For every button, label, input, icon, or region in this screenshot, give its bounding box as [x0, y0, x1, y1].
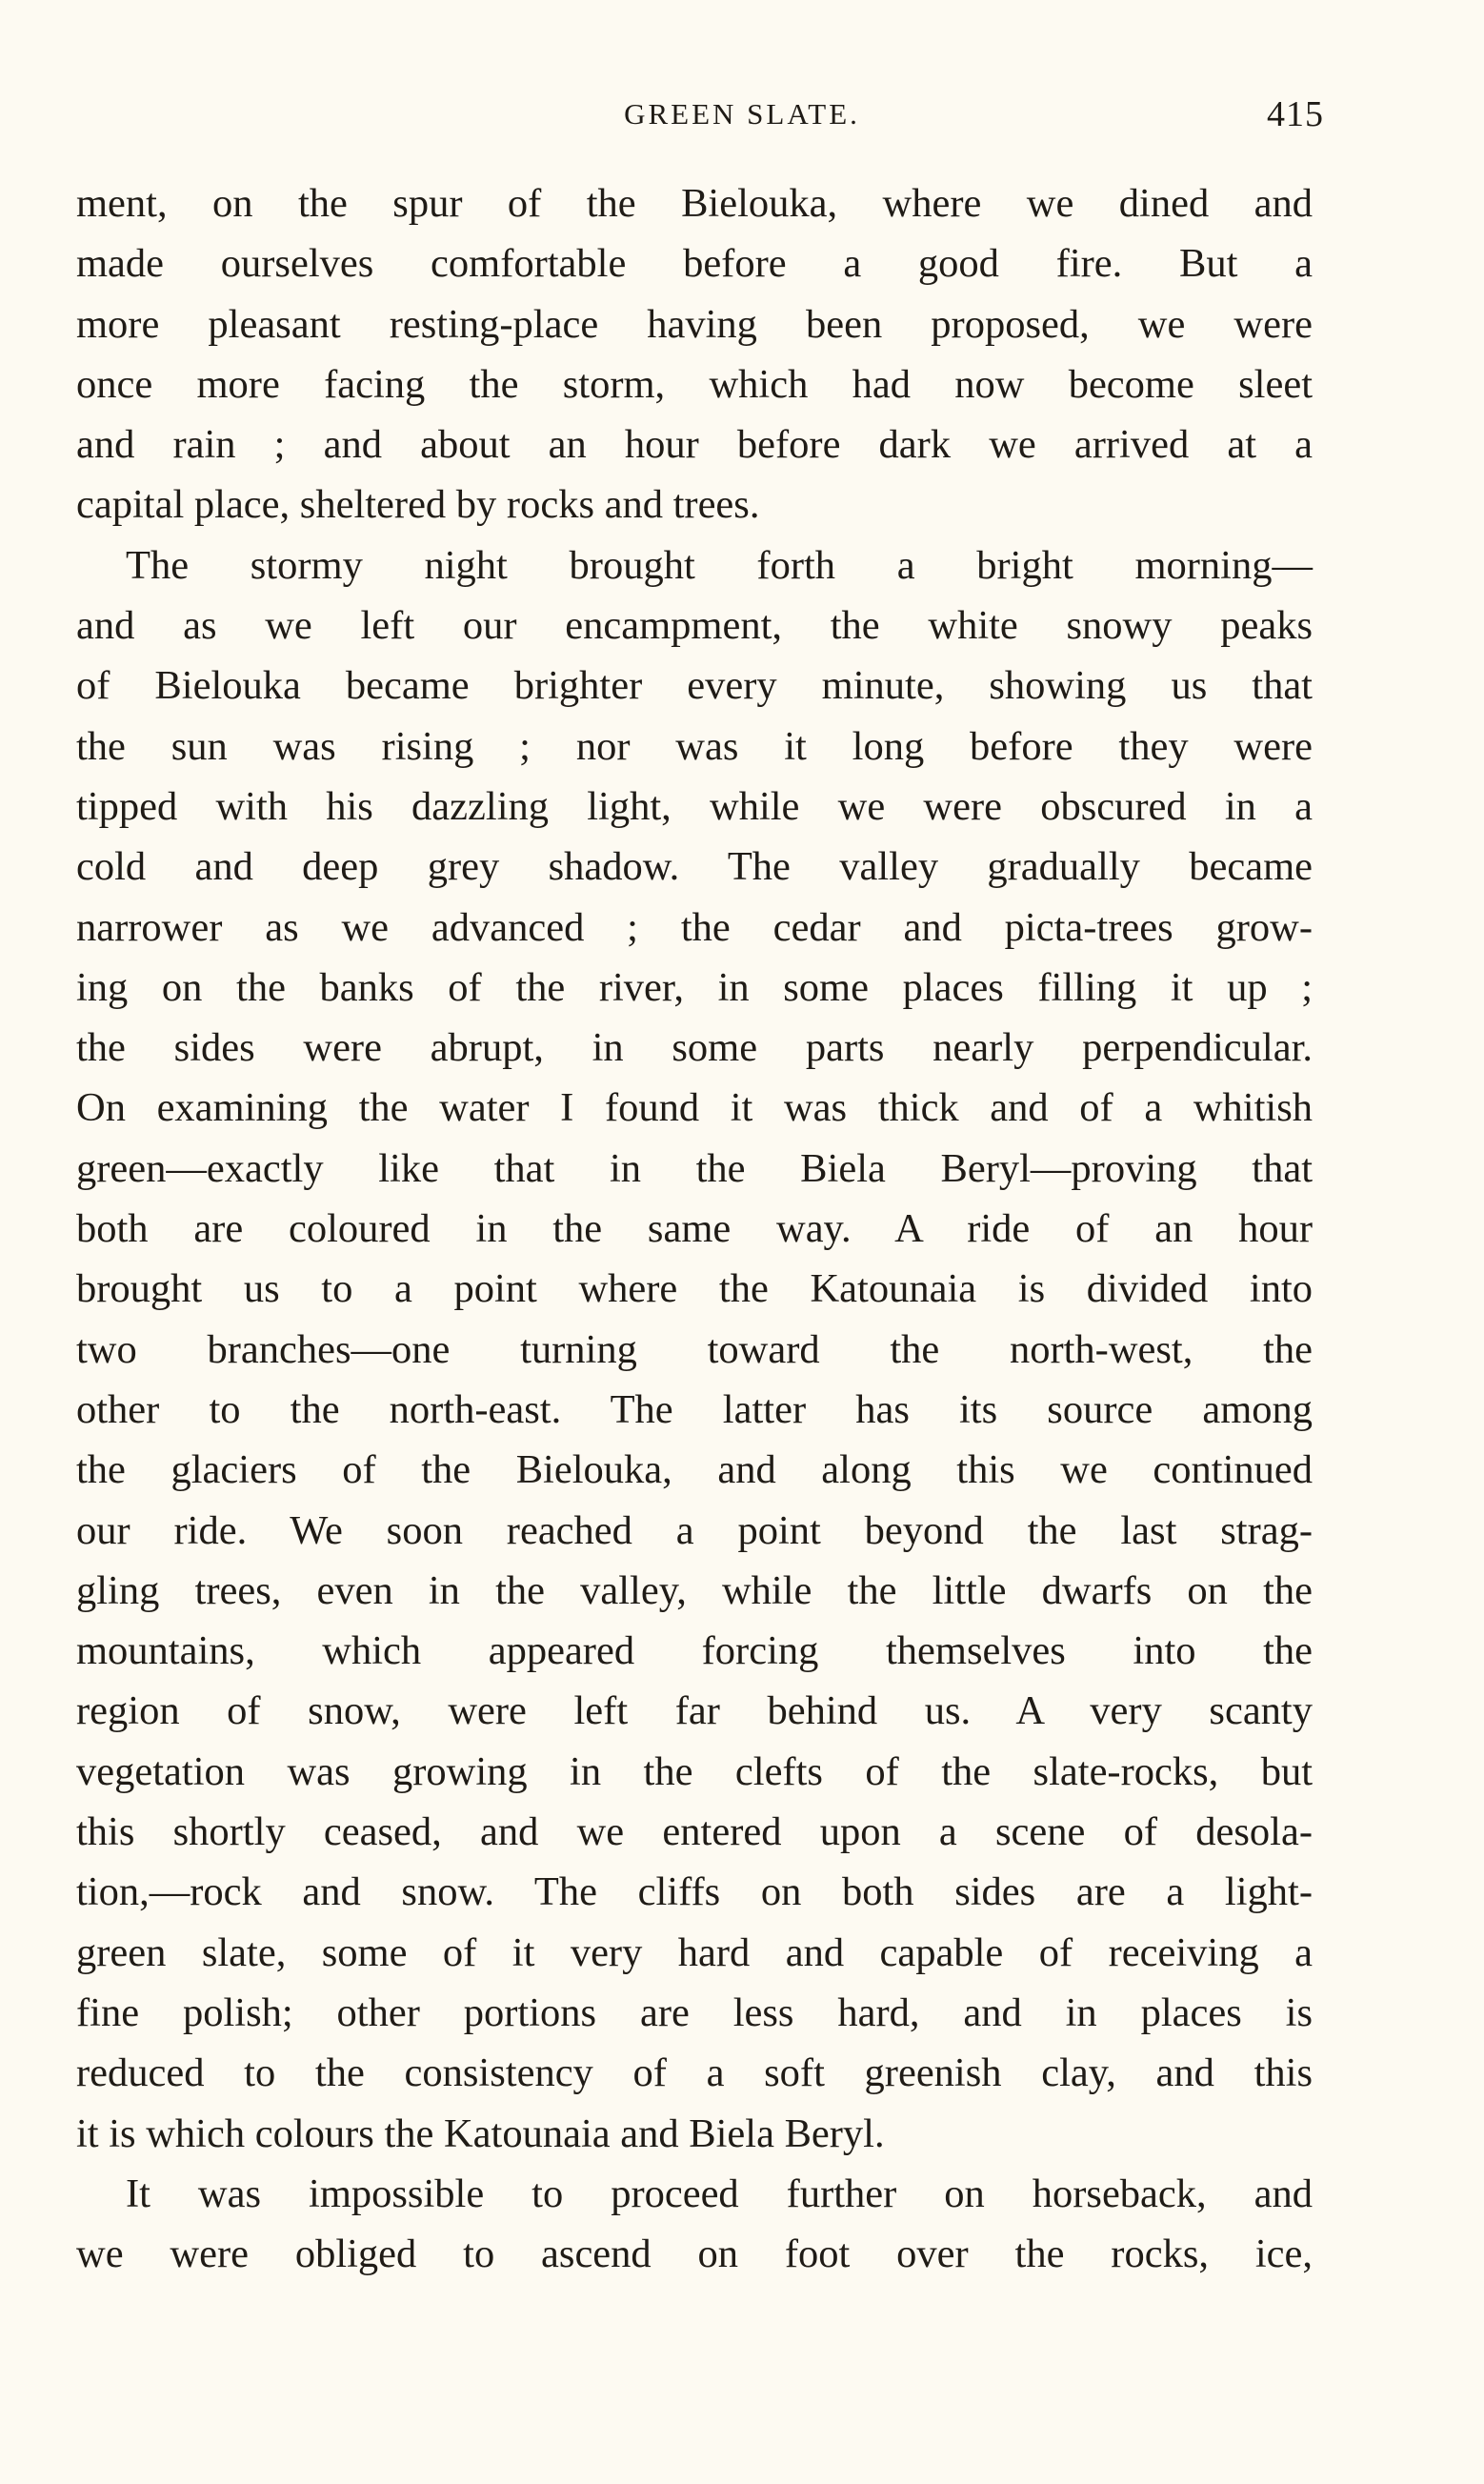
text-line: it is which colours the Katounaia and Biela Beryl. — [76, 2110, 885, 2156]
text-line: two branches—one turning toward the north-west, the — [76, 1326, 1313, 1372]
text-line: gling trees, even in the valley, while the little dwarfs on the — [76, 1567, 1313, 1613]
text-line: once more facing the storm, which had now become sleet — [76, 361, 1313, 407]
text-line: vegetation was growing in the clefts of the slate-rocks, but — [76, 1748, 1313, 1794]
text-line: cold and deep grey shadow. The valley gradually became — [76, 844, 1313, 890]
body-text — [76, 173, 1313, 2284]
running-title: GREEN SLATE. — [624, 97, 860, 131]
text-line: region of snow, were left far behind us. A very scanty — [76, 1688, 1313, 1734]
text-line: both are coloured in the same way. A ride of an hour — [76, 1206, 1313, 1252]
text-line: made ourselves comfortable before a good fire. But a — [76, 241, 1313, 287]
text-line: ing on the banks of the river, in some places filling it up ; — [76, 964, 1313, 1010]
text-line: and as we left our encampment, the white snowy peaks — [76, 603, 1313, 649]
text-line: tipped with his dazzling light, while we were obscured in a — [76, 783, 1313, 829]
text-line: the glaciers of the Bielouka, and along this we continued — [76, 1447, 1313, 1493]
text-line: and rain ; and about an hour before dark we arrived at a — [76, 422, 1313, 468]
running-head — [0, 91, 1484, 139]
text-line: this shortly ceased, and we entered upon a scene of desola- — [76, 1809, 1313, 1855]
text-line: of Bielouka became brighter every minute, showing us that — [76, 663, 1313, 709]
text-line: ment, on the spur of the Bielouka, where we dined and — [76, 181, 1313, 226]
text-line: green slate, some of it very hard and capable of receiving a — [76, 1929, 1313, 1975]
text-line: reduced to the consistency of a soft greenish clay, and this — [76, 2050, 1313, 2096]
text-line: capital place, sheltered by rocks and trees. — [76, 482, 760, 528]
text-line: tion,—rock and snow. The cliffs on both sides are a light- — [76, 1869, 1313, 1915]
text-line: we were obliged to ascend on foot over the rocks, ice, — [76, 2232, 1313, 2277]
text-line: the sun was rising ; nor was it long before they were — [76, 723, 1313, 769]
page-number: 415 — [1267, 94, 1324, 134]
text-line: more pleasant resting-place having been proposed, we were — [76, 301, 1313, 347]
text-line: mountains, which appeared forcing themselves into the — [76, 1628, 1313, 1674]
text-line: other to the north-east. The latter has its source among — [76, 1386, 1313, 1432]
text-line: brought us to a point where the Katounaia is divided into — [76, 1266, 1313, 1312]
text-line: On examining the water I found it was thick and of a whitish — [76, 1085, 1313, 1131]
text-line: The stormy night brought forth a bright morning— — [126, 542, 1313, 588]
text-line: fine polish; other portions are less hard, and in places is — [76, 1989, 1313, 2035]
text-line: narrower as we advanced ; the cedar and picta-trees grow- — [76, 904, 1313, 950]
text-line: green—exactly like that in the Biela Beryl—proving that — [76, 1145, 1313, 1191]
text-line: our ride. We soon reached a point beyond the last strag- — [76, 1507, 1313, 1553]
text-line: the sides were abrupt, in some parts nearly perpendicular. — [76, 1025, 1313, 1071]
text-line: It was impossible to proceed further on horseback, and — [126, 2171, 1313, 2216]
